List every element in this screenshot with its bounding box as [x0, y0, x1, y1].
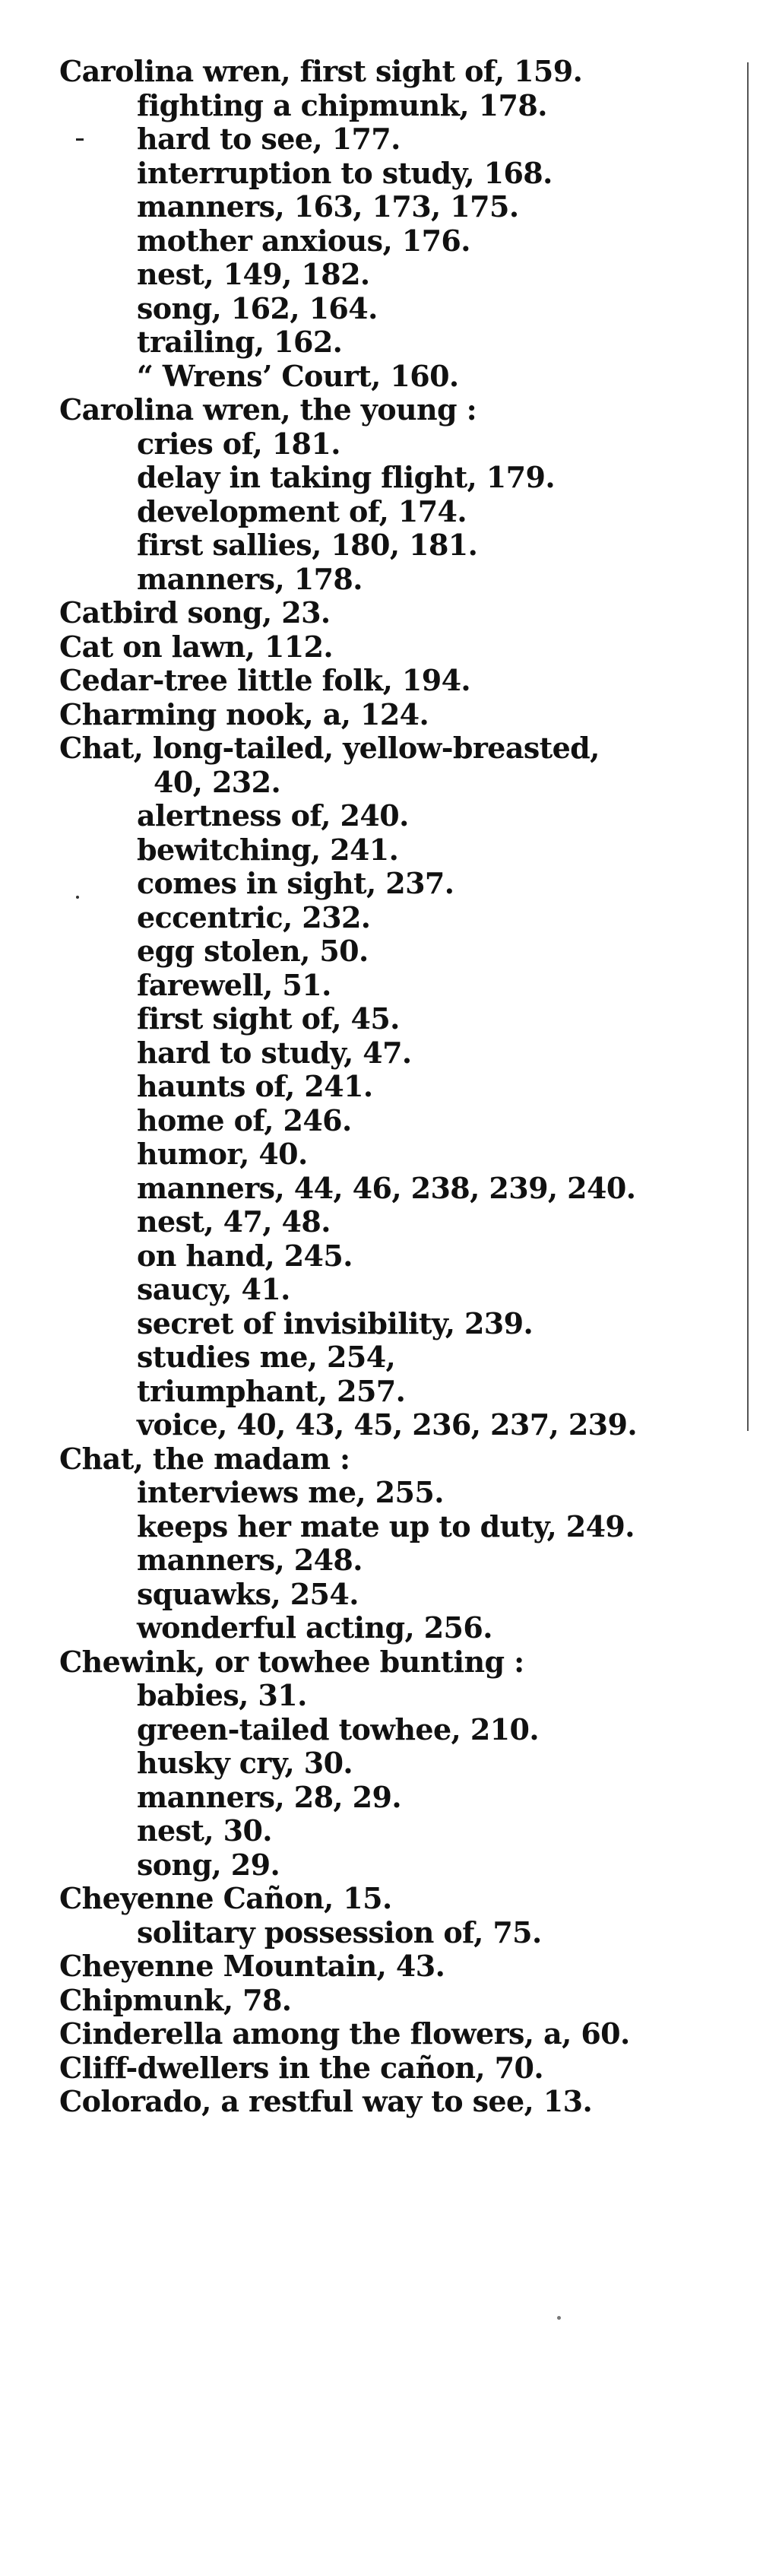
index-subentry: comes in sight, 237.: [137, 866, 454, 900]
index-subentry: hard to study, 47.: [137, 1035, 412, 1070]
index-entry: Chat, long-tailed, yellow-breasted,: [59, 731, 600, 765]
index-subentry: 40, 232.: [154, 764, 281, 799]
stray-ink-speck: [557, 2316, 561, 2320]
index-subentry: green-tailed towhee, 210.: [137, 1712, 539, 1746]
index-subentry: manners, 44, 46, 238, 239, 240.: [137, 1170, 636, 1205]
index-entry: Cliff-dwellers in the cañon, 70.: [59, 2050, 543, 2085]
index-subentry: studies me, 254,: [137, 1340, 396, 1374]
index-subentry: first sallies, 180, 181.: [137, 528, 478, 562]
index-subentry: humor, 40.: [137, 1137, 308, 1171]
column-rule: [747, 62, 749, 1431]
index-subentry: eccentric, 232.: [137, 899, 371, 934]
index-subentry: hard to see, 177.: [137, 122, 401, 156]
index-entry: Chewink, or towhee bunting :: [59, 1644, 524, 1679]
index-subentry: keeps her mate up to duty, 249.: [137, 1508, 635, 1543]
index-subentry: delay in taking flight, 179.: [137, 460, 555, 494]
index-entry: Charming nook, a, 124.: [59, 696, 429, 731]
index-subentry: bewitching, 241.: [137, 832, 399, 867]
index-subentry: alertness of, 240.: [137, 798, 409, 833]
index-subentry: manners, 248.: [137, 1543, 363, 1577]
index-entry: Catbird song, 23.: [59, 595, 331, 630]
index-subentry: manners, 163, 173, 175.: [137, 189, 519, 224]
index-subentry: song, 29.: [137, 1847, 280, 1882]
index-entry: Cheyenne Mountain, 43.: [59, 1949, 445, 1983]
index-subentry: saucy, 41.: [137, 1272, 290, 1306]
index-subentry: mother anxious, 176.: [137, 223, 470, 258]
index-entry: Carolina wren, the young :: [59, 392, 477, 427]
index-subentry: home of, 246.: [137, 1102, 352, 1137]
index-subentry: farewell, 51.: [137, 967, 331, 1002]
index-subentry: wonderful acting, 256.: [137, 1610, 492, 1645]
index-subentry: interviews me, 255.: [137, 1475, 444, 1509]
index-subentry: “ Wrens’ Court, 160.: [137, 358, 459, 393]
index-subentry: babies, 31.: [137, 1678, 307, 1712]
index-subentry: trailing, 162.: [137, 325, 343, 359]
index-subentry: solitary possession of, 75.: [137, 1915, 542, 1949]
index-subentry: secret of invisibility, 239.: [137, 1305, 534, 1340]
index-subentry: squawks, 254.: [137, 1576, 359, 1611]
index-subentry: haunts of, 241.: [137, 1069, 373, 1103]
index-subentry: voice, 40, 43, 45, 236, 237, 239.: [137, 1407, 637, 1442]
index-subentry: manners, 178.: [137, 561, 363, 596]
index-entry: Cheyenne Cañon, 15.: [59, 1881, 392, 1915]
index-subentry: egg stolen, 50.: [137, 934, 369, 968]
index-entry: Chat, the madam :: [59, 1441, 350, 1476]
index-entry: Carolina wren, first sight of, 159.: [59, 54, 583, 88]
index-subentry: development of, 174.: [137, 493, 467, 528]
index-subentry: nest, 149, 182.: [137, 257, 370, 291]
index-subentry: first sight of, 45.: [137, 1001, 400, 1036]
index-subentry: song, 162, 164.: [137, 290, 378, 325]
index-subentry: interruption to study, 168.: [137, 155, 553, 190]
index-subentry: fighting a chipmunk, 178.: [137, 87, 547, 122]
index-entry: Cedar-tree little folk, 194.: [59, 663, 471, 697]
index-subentry: husky cry, 30.: [137, 1746, 353, 1780]
index-subentry: on hand, 245.: [137, 1238, 353, 1273]
index-subentry: triumphant, 257.: [137, 1373, 406, 1408]
index-subentry: cries of, 181.: [137, 426, 340, 461]
index-subentry: nest, 47, 48.: [137, 1204, 331, 1239]
index-entry: Cinderella among the flowers, a, 60.: [59, 2016, 630, 2051]
index-entries: [59, 55, 743, 2119]
index-entry: Cat on lawn, 112.: [59, 629, 334, 664]
index-subentry: nest, 30.: [137, 1813, 272, 1848]
index-entry: Colorado, a restful way to see, 13.: [59, 2084, 593, 2118]
index-subentry: manners, 28, 29.: [137, 1779, 401, 1814]
index-entry: Chipmunk, 78.: [59, 1982, 292, 2017]
